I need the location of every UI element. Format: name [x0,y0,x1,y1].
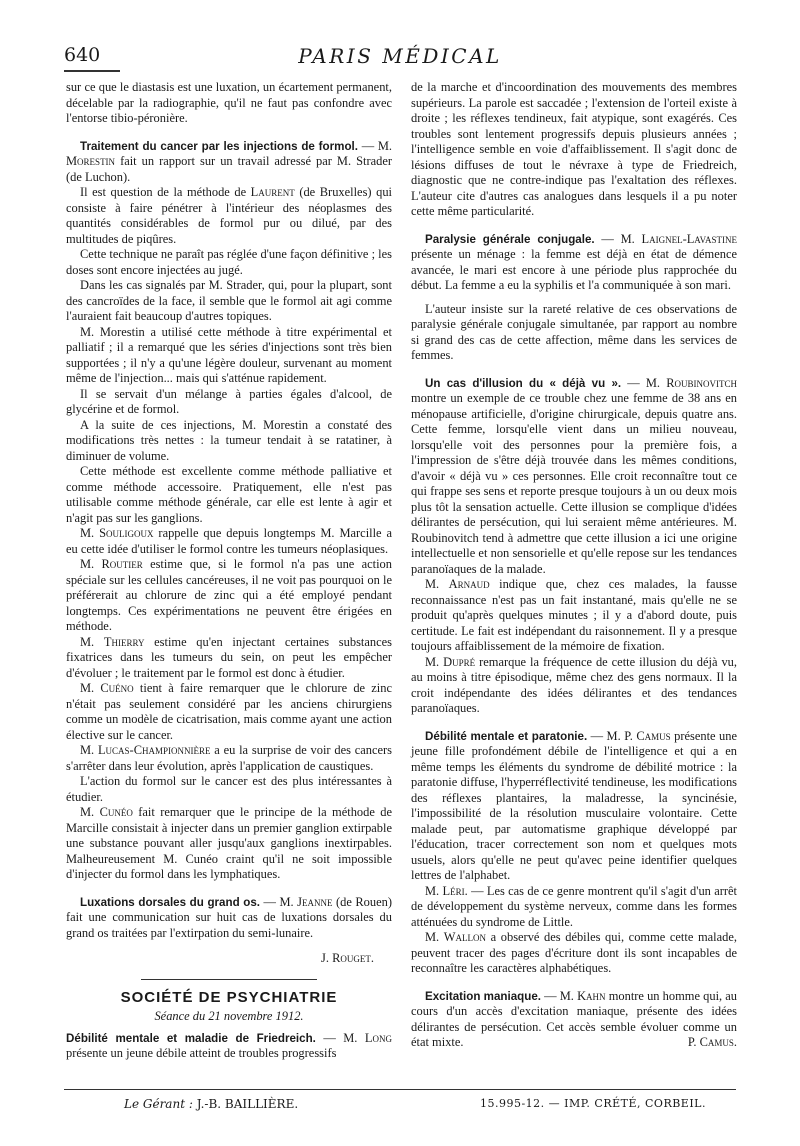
author-name: Roubinovitch [666,375,738,390]
paragraph: M. Cunéo fait remarquer que le principe de la méthode de Marcille consistait à injecter dans un premier ganglion extirpable une substance pouvant aller jusqu'aux ganglions inextirpables. Malheureusement M. Cunéo craint qu'il ne soit impossible d'injecter du formol dans les lymphatiques. [66,805,392,881]
paragraph: de la marche et d'incoordination des mouvements des membres supérieurs. La parole est saccadée ; l'extension de l'orteil existe à droite ; les réflexes tendineux, fait atypique, sont exagérés. Ces troubles sont lentement progressifs depuis plusieurs années ; l'intelligence semble en voie d'affaiblissement. Il s'agit donc de lésions diffuses de tout le névraxe à type de Friedreich, diagnostic que ne contre-indique pas l'exaltation des réflexes. L'auteur cite d'autres cas analogues dans lesquels il a pu noter cette même particularité. [411,80,737,218]
end-signature: P. Camus. [687,1035,737,1049]
section-formol-cancer: Traitement du cancer par les injections de formol. — M. Morestin fait un rapport sur un travail adressé par M. Strader (de Luchon). [66,138,392,184]
paragraph: Il est question de la méthode de Laurent (de Bruxelles) qui consiste à faire pénétrer à l'intérieur des néoplasmes des quantités considérables de formol pur ou dilué, par des multitudes de piqûres. [66,185,392,246]
section-paratonie: Débilité mentale et paratonie. — M. P. Camus présente une jeune fille profondément débile de l'intelligence et qui a en même temps les éléments du syndrome de débilité motrice : la paratonie diffuse, l'hyperréflectivité tendineuse, les modifications des réflexes plantaires, la maladresse, la syncinésie, l'impossibilité de la résolution musculaire volontaire. Cette malade peut, par automatisme graphique développé par l'éducation, tracer correctement son nom et quelques mots usuels, alors qu'elle ne peut qu'avec peine identifier quelques lettres de l'alphabet. [411,728,737,882]
author-name: Laurent [250,185,295,199]
section-excitation: Excitation maniaque. — M. Kahn montre un homme qui, au cours d'un accès d'excitation maniaque, présente des idées délirantes de persécution. Cet accès semble évoluer comme un état mixte. P. Camus. [411,988,738,1049]
paragraph: M. Souligoux rappelle que depuis longtemps M. Marcille a eu cette idée d'utiliser le formol contre les tumeurs néoplasiques. [66,526,393,556]
author-name: Wallon [443,930,487,944]
author-name: Arnaud [448,577,490,591]
printer-imprint: 15.995-12. — IMP. CRÉTÉ, CORBEIL. [479,1097,706,1110]
section-paralysie: Paralysie générale conjugale. — M. Laignel-Lavastine présente un ménage : la femme est déjà en état de démence avancée, le mari est encore à une période plus rapprochée du début. La femme a eu la syphilis et l'a communiquée à son mari. [411,231,737,292]
paragraph: Il se servait d'un mélange à parties égales d'alcool, de glycérine et de formol. [66,386,392,416]
author-name: Lucas-Championnière [97,743,211,757]
paragraph: M. Arnaud indique que, chez ces malades, la fausse reconnaissance n'est pas un fait instantané, mais qu'elle ne se produit qu'après quelques minutes ; il y a d'abord doute, puis certitude. Le fait est indépendant du raisonnement. Il y a presque toujours affaiblissement de la mémoire de fixation. [411,577,737,653]
author-name: Cunéo [99,805,133,819]
paragraph: Cette méthode est excellente comme méthode palliative et comme méthode accessoire. Pratiquement, elle n'est pas utilisable comme méthode générale, car elle est lente à agir et n'agit pas sur les ganglions. [66,464,392,525]
paragraph: M. Lucas-Championnière a eu la surprise de voir des cancers s'arrêter dans leur évolution, après l'application de caustiques. [66,743,392,773]
paragraph: M. Dupré remarque la fréquence de cette illusion du déjà vu, au moins à titre épisodique, même chez des gens normaux. Il la croit indépendante des idées délirantes et des tendances paranoïaques. [411,654,737,715]
page-footer [64,1097,736,1117]
author-name: Dupré [443,654,476,669]
paragraph: L'auteur insiste sur la rareté relative de ces observations de paralysie générale conjugale simultanée, par rapport au nombre si grand des cas de cette affection, même dans les services de femmes. [411,301,737,362]
author-name: Morestin [66,154,116,168]
publisher-line [124,1097,298,1111]
paragraph: M. Routier estime que, si le formol n'a pas une action spéciale sur les cellules cancéreuses, il ne voit pas pourquoi on le préférerait au chlorure de zinc qui a été employé pendant longtemps. Ces expérimentations ne peuvent être érigées en méthode. [66,557,392,633]
author-name: Souligoux [99,526,154,540]
gerant-name: J.-B. BAILLIÈRE. [196,1097,299,1111]
session-date: Séance du 21 novembre 1912. [154,1009,304,1023]
author-name: Long [364,1030,392,1045]
section-deja-vu: Un cas d'illusion du « déjà vu ». — M. Roubinovitch montre un exemple de ce trouble chez une femme de 38 ans en ménopause artificielle, d'origine chirurgicale, depuis quatre ans. Cette femme, lorsqu'elle vient dans un milieu nouveau, lorsqu'elle voit des personnes pour la première fois, a l'impression de s'être déjà trouvée dans les mêmes conditions, d'avoir « déjà vu » ces personnes. Elle croit reconnaître tout ce qui frappe ses sens et reporte presque toujours à un ou deux mois plus tôt la sensation actuelle. Cette illusion se complique d'idées délirantes de persécution, qui lui seraient même antérieures. M. Roubinovitch tend à admettre que cette illusion a ici une origine intellectuelle et non sensorielle et qu'elle repose sur les tendances paranoïaques de la malade. [411,375,738,576]
section-heading: Traitement du cancer par les injections de formol. [80,139,358,153]
left-column [66,80,392,1062]
paragraph: L'action du formol sur le cancer est des plus intéressantes à étudier. [66,774,392,804]
signature: J. Rouget. [321,951,374,965]
section-heading: Luxations dorsales du grand os. [80,895,261,909]
paragraph: Dans les cas signalés par M. Strader, qui, pour la plupart, sont des cancroïdes de la face, il semble que le formol ait agi comme l'auraient fait beaucoup d'autres topiques. [66,278,392,323]
paragraph: M. Cuéno tient à faire remarquer que le chlorure de zinc n'était pas seulement considéré par les anciens chirurgiens comme un modèle de cicatrisation, mais comme ayant une action élective sur le cancer. [66,681,392,742]
section-heading: Débilité mentale et maladie de Friedreich. [66,1031,316,1045]
paragraph: M. Morestin a utilisé cette méthode à titre expérimental et palliatif ; il a remarqué que les séries d'injections sont très bien supportées ; il n'y a qu'une légère douleur, survenant au moment même de l'injection... mais qui s'atténue rapidement. [66,324,392,385]
paragraph: sur ce que le diastasis est une luxation, un écartement permanent, décelable par la radiographie, qu'il ne faut pas confondre avec l'entorse tibio-péronière. [66,80,392,125]
page-header [64,44,736,72]
section-heading: Débilité mentale et paratonie. [425,729,588,743]
paragraph: Cette technique ne paraît pas réglée d'une façon définitive ; les doses sont encore injectées au jugé. [66,247,392,277]
author-name: Kahn [577,988,606,1003]
paragraph: M. Wallon a observé des débiles qui, comme cette malade, peuvent tracer des pages d'écriture dont ils sont incapables de reconnaître les caractères alphabétiques. [411,930,737,975]
author-name: Cuéno [100,681,134,695]
author-name: Thierry [103,634,145,649]
section-heading: Excitation maniaque. [425,989,542,1003]
paragraph: M. Thierry estime qu'en injectant certaines substances fixatrices dans les tumeurs du sein, on peut les empêcher d'évoluer ; le traitement par le formol est donc à étudier. [66,634,392,680]
paragraph: M. Léri. — Les cas de ce genre montrent qu'il s'agit d'un arrêt de développement du système nerveux, comme dans les formes atténuées du syndrome de Little. [411,883,738,929]
author-name: Jeanne [297,894,333,909]
society-title: SOCIÉTÉ DE PSYCHIATRIE [120,988,338,1006]
gerant-label: Le Gérant : [124,1097,193,1111]
right-column [411,80,737,1051]
section-heading: Paralysie générale conjugale. [425,232,595,246]
author-name: Laignel-Lavastine [641,231,737,246]
section-heading: Un cas d'illusion du « déjà vu ». [425,376,622,390]
author-name: Camus [636,728,671,743]
header-rule [64,70,120,72]
section-friedreich: Débilité mentale et maladie de Friedreich. — M. Long présente un jeune débile atteint de troubles progressifs [66,1030,392,1060]
paragraph: A la suite de ces injections, M. Morestin a constaté des modifications très nettes : la tumeur tendait à se ratatiner, à diminuer de volume. [66,417,392,463]
footer-rule [64,1089,736,1090]
journal-title: PARIS MÉDICAL [298,44,502,68]
page-number: 640 [64,44,101,66]
section-luxations: Luxations dorsales du grand os. — M. Jeanne (de Rouen) fait une communication sur huit cas de luxations dorsales du grand os traitées par l'extirpation du semi-lunaire. [66,894,393,940]
author-name: Léri [442,883,465,898]
author-name: Routier [101,557,143,571]
section-divider [141,979,317,980]
